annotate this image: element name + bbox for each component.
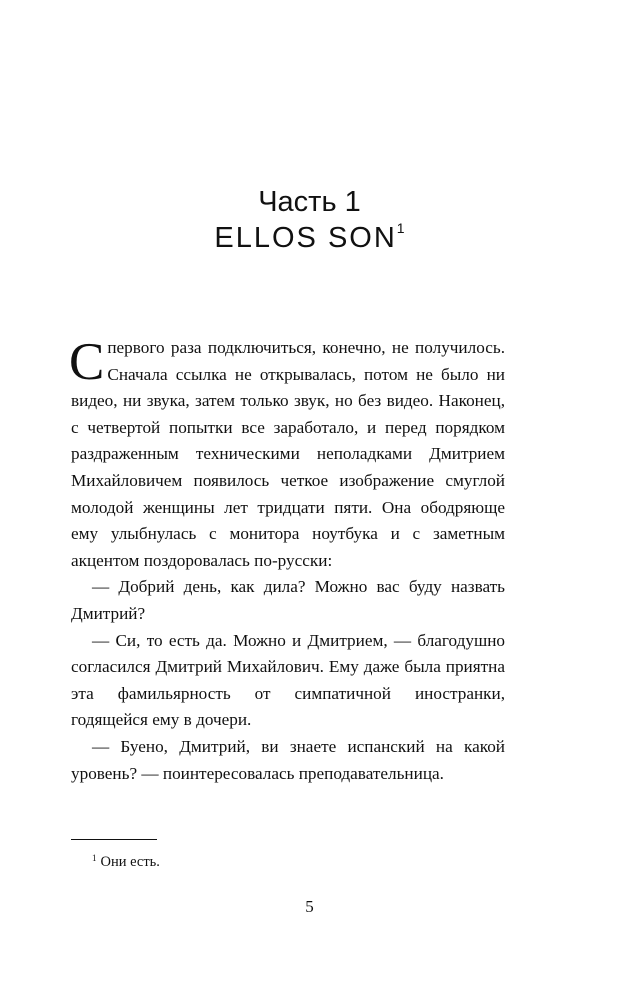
drop-cap: С bbox=[69, 333, 105, 391]
footnote bbox=[92, 848, 160, 872]
page-number: 5 bbox=[305, 897, 314, 916]
footnote-divider bbox=[71, 839, 157, 840]
paragraph bbox=[71, 335, 505, 574]
paragraph-text: первого раза подключиться, конечно, не получилось. Сначала ссылка не открывалась, потом не было ни видео, ни звука, затем только звук, но без видео. Наконец, с четвертой попытки все заработало, и перед порядком раздраженным техническими неполадками Дмитрием Михайловичем появилось четкое изображение смуглой молодой женщины лет тридцати пяти. Она ободряюще ему улыбнулась с монитора ноутбука и с заметным акцентом поздоровалась по-русски: bbox=[71, 338, 505, 570]
footnote-reference: 1 bbox=[396, 220, 405, 236]
footnote-text: Они есть. bbox=[100, 854, 160, 870]
part-subtitle bbox=[0, 220, 619, 256]
part-heading: Часть 1 bbox=[258, 186, 361, 218]
part-subtitle-text: ELLOS SON bbox=[214, 222, 397, 254]
dialogue-paragraph: — Буено, Дмитрий, ви знаете испанский на какой уровень? — поинтересовалась преподавательница. bbox=[71, 736, 505, 783]
footnote-mark: 1 bbox=[92, 853, 97, 863]
dialogue-paragraph: — Си, то есть да. Можно и Дмитрием, — благодушно согласился Дмитрий Михайлович. Ему даже была приятна эта фамильярность от симпатичной иностранки, годящейся ему в дочери. bbox=[71, 630, 505, 730]
dialogue-paragraph: — Добрий день, как дила? Можно вас буду назвать Дмитрий? bbox=[71, 577, 505, 623]
body-text bbox=[71, 335, 505, 787]
